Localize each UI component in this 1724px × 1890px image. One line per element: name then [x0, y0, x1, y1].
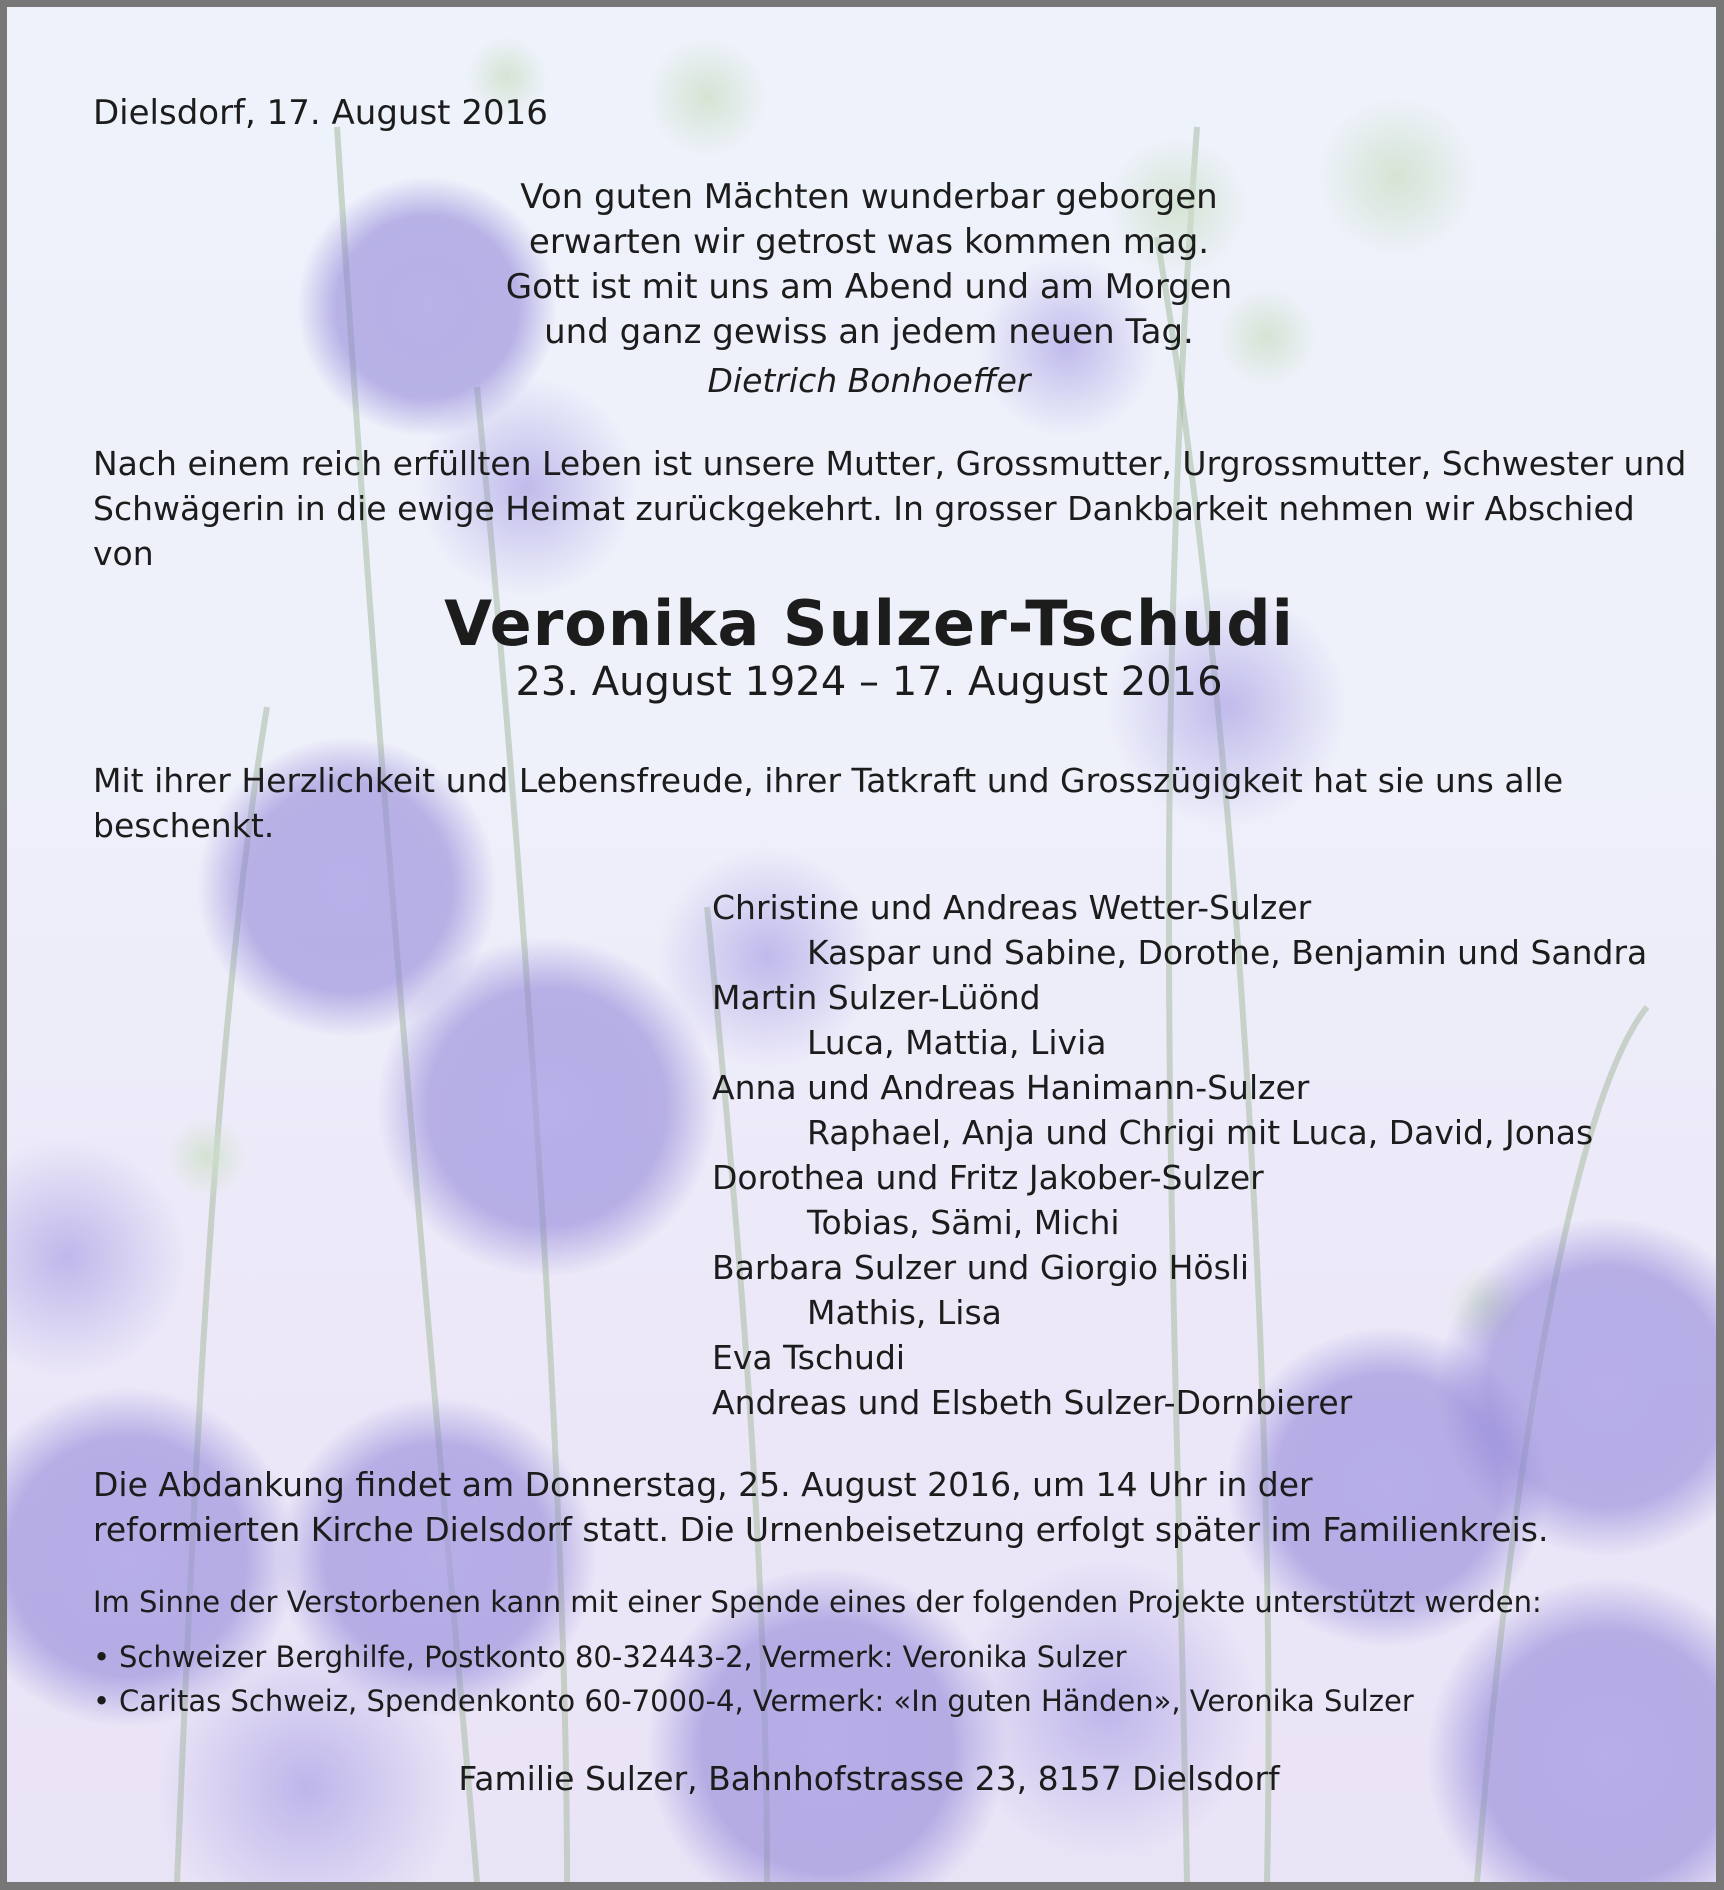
poem [7, 175, 1716, 355]
family-member: Christine und Andreas Wetter-Sulzer [712, 888, 1312, 927]
intro-line: Schwägerin in die ewige Heimat zurückgekehrt. In grosser Dankbarkeit nehmen wir Abschied [93, 489, 1635, 528]
family-member: Anna und Andreas Hanimann-Sulzer [712, 1068, 1310, 1107]
family-grandchildren: Raphael, Anja und Chrigi mit Luca, David, Jonas [807, 1113, 1594, 1152]
family-member: Barbara Sulzer und Giorgio Hösli [712, 1248, 1250, 1287]
poem-line: erwarten wir getrost was kommen mag. [528, 222, 1210, 262]
notice-date: Dielsdorf, 17. August 2016 [93, 93, 548, 133]
family-member: Martin Sulzer-Lüönd [712, 978, 1041, 1017]
deceased-lifespan: 23. August 1924 – 17. August 2016 [515, 659, 1223, 705]
donation-item-text: Schweizer Berghilfe, Postkonto 80-32443-2, Vermerk: Veronika Sulzer [119, 1640, 1127, 1674]
service-info [93, 1462, 1548, 1552]
donation-item [93, 1635, 1414, 1679]
family-member: Dorothea und Fritz Jakober-Sulzer [712, 1158, 1264, 1197]
obituary-paper [7, 7, 1716, 1882]
poem-line: Gott ist mit uns am Abend und am Morgen [505, 267, 1233, 307]
deceased-name: Veronika Sulzer-Tschudi [444, 587, 1294, 660]
service-line: Die Abdankung findet am Donnerstag, 25. August 2016, um 14 Uhr in der [93, 1465, 1313, 1504]
poem-line: Von guten Mächten wunderbar geborgen [520, 177, 1218, 217]
donation-item [93, 1679, 1414, 1723]
bullet-icon: • [93, 1640, 111, 1674]
tribute-paragraph [93, 758, 1563, 848]
donation-item-text: Caritas Schweiz, Spendenkonto 60-7000-4, Vermerk: «In guten Händen», Veronika Sulzer [119, 1684, 1414, 1718]
tribute-line: beschenkt. [93, 806, 275, 845]
family-grandchildren: Kaspar und Sabine, Dorothe, Benjamin und Sandra [807, 933, 1648, 972]
family-member: Eva Tschudi [712, 1338, 906, 1377]
intro-paragraph [93, 441, 1686, 576]
family-list [712, 885, 1647, 1425]
poem-author: Dietrich Bonhoeffer [707, 361, 1031, 400]
intro-line: Nach einem reich erfüllten Leben ist unsere Mutter, Grossmutter, Urgrossmutter, Schwester und [93, 444, 1687, 483]
donation-intro: Im Sinne der Verstorbenen kann mit einer Spende eines der folgenden Projekte unterstützt werden: [93, 1585, 1542, 1619]
family-grandchildren: Luca, Mattia, Livia [807, 1023, 1107, 1062]
bullet-icon: • [93, 1684, 111, 1718]
family-member: Andreas und Elsbeth Sulzer-Dornbierer [712, 1383, 1353, 1422]
tribute-line: Mit ihrer Herzlichkeit und Lebensfreude, ihrer Tatkraft und Grosszügigkeit hat sie uns alle [93, 761, 1564, 800]
poem-line: und ganz gewiss an jedem neuen Tag. [544, 312, 1194, 352]
family-grandchildren: Mathis, Lisa [807, 1293, 1002, 1332]
family-grandchildren: Tobias, Sämi, Michi [807, 1203, 1120, 1242]
donation-list [93, 1635, 1414, 1723]
family-address: Familie Sulzer, Bahnhofstrasse 23, 8157 Dielsdorf [458, 1759, 1280, 1798]
service-line: reformierten Kirche Dielsdorf statt. Die Urnenbeisetzung erfolgt später im Familienkreis. [93, 1510, 1549, 1549]
intro-line: von [93, 534, 154, 573]
obituary-content [7, 7, 1716, 1882]
